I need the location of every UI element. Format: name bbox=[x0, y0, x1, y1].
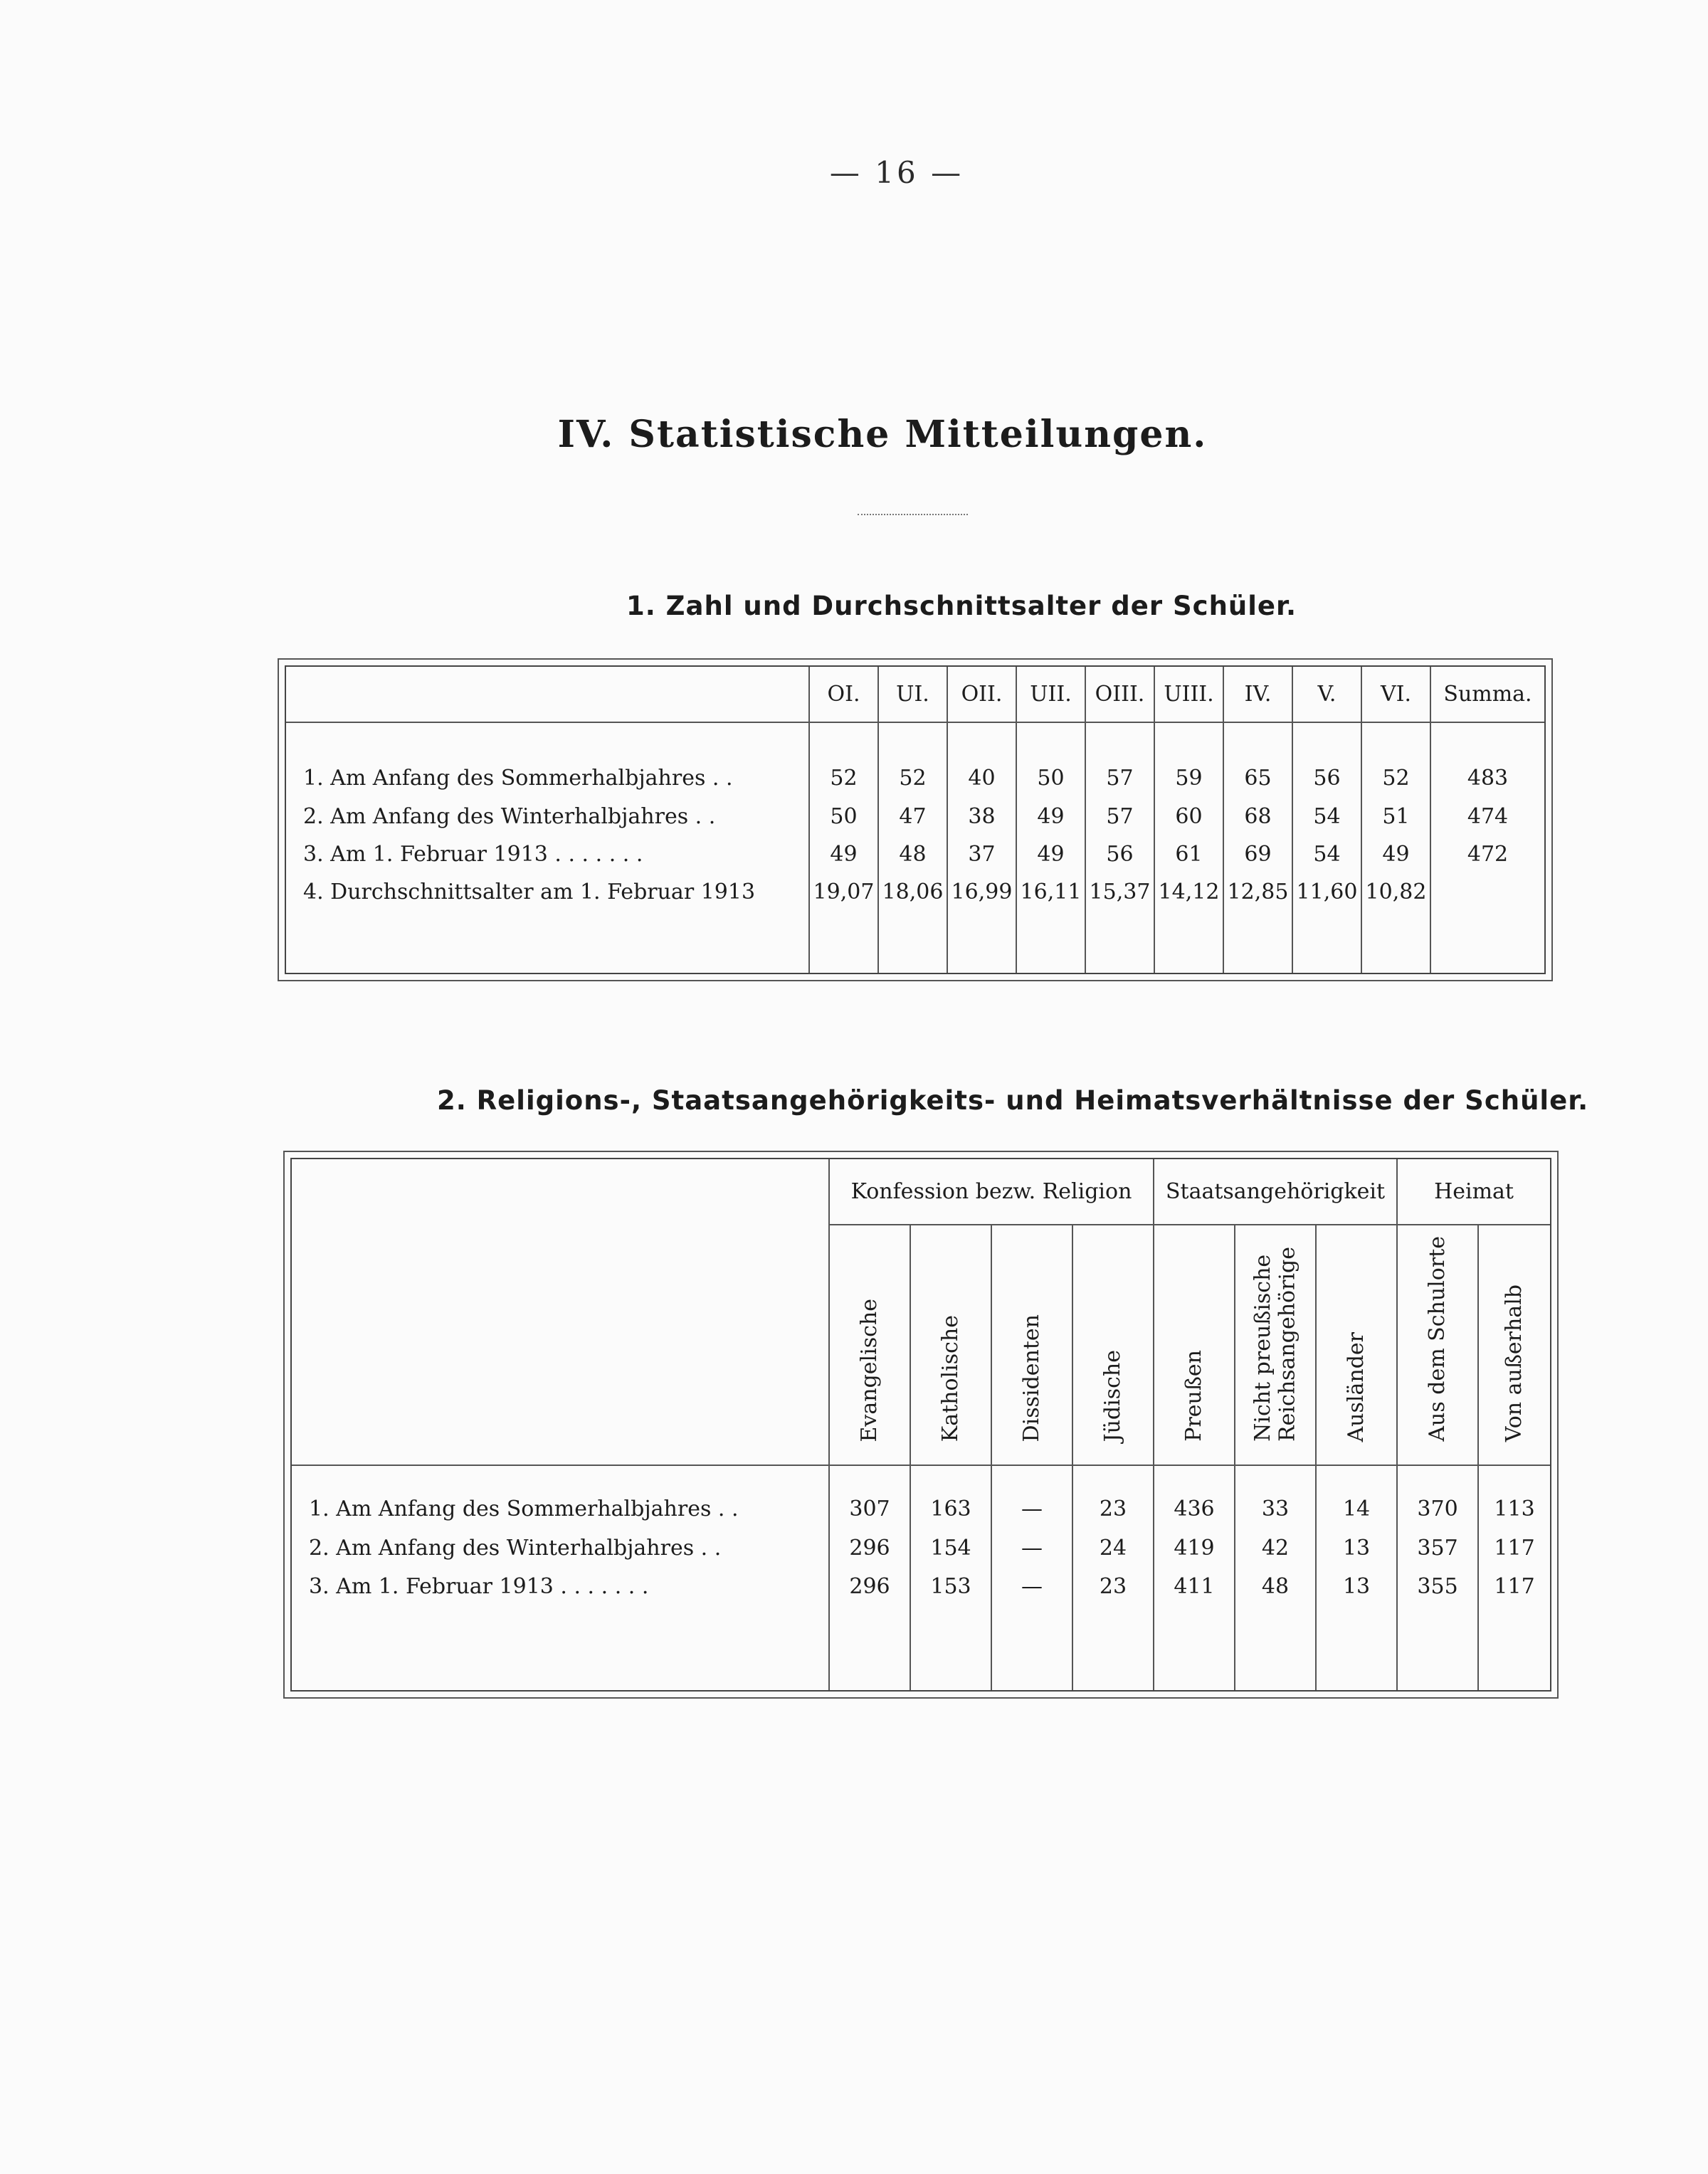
row-label: 2. Am Anfang des Winterhalbjahres . . bbox=[303, 804, 716, 829]
table-row bbox=[292, 1567, 1550, 1605]
cell: 474 bbox=[1430, 798, 1544, 835]
cell: 54 bbox=[1292, 798, 1361, 835]
cell: 153 bbox=[910, 1567, 991, 1605]
cell: 472 bbox=[1430, 835, 1544, 873]
cell: 14,12 bbox=[1154, 873, 1223, 911]
cell: 357 bbox=[1397, 1529, 1478, 1567]
column-header: OII. bbox=[947, 667, 1016, 722]
cell: 49 bbox=[1016, 835, 1085, 873]
cell: 49 bbox=[809, 835, 878, 873]
cell: 59 bbox=[1154, 758, 1223, 798]
column-header bbox=[1478, 1225, 1550, 1465]
cell: 113 bbox=[1478, 1489, 1550, 1529]
cell: 42 bbox=[1235, 1529, 1316, 1567]
cell: — bbox=[991, 1567, 1072, 1605]
group-header-citizenship: Staatsangehörigkeit bbox=[1154, 1159, 1397, 1225]
cell: 23 bbox=[1072, 1567, 1154, 1605]
column-header-text: Von außerhalb bbox=[1501, 1284, 1527, 1442]
table-row bbox=[286, 798, 1544, 835]
cell: 16,99 bbox=[947, 873, 1016, 911]
row-label: 3. Am 1. Februar 1913 . . . . . . . bbox=[303, 842, 643, 867]
cell: 51 bbox=[1361, 798, 1430, 835]
column-header bbox=[1154, 1225, 1235, 1465]
cell: 16,11 bbox=[1016, 873, 1085, 911]
cell: 483 bbox=[1430, 758, 1544, 798]
column-header bbox=[1316, 1225, 1397, 1465]
column-header bbox=[910, 1225, 991, 1465]
cell: 14 bbox=[1316, 1489, 1397, 1529]
table-1-title: 1. Zahl und Durchschnittsalter der Schüler. bbox=[626, 591, 1297, 621]
cell: 411 bbox=[1154, 1567, 1235, 1605]
age-statistics-grid bbox=[286, 667, 1544, 973]
section-heading: IV. Statistische Mitteilungen. bbox=[557, 413, 1208, 456]
cell: 117 bbox=[1478, 1529, 1550, 1567]
column-header bbox=[829, 1225, 910, 1465]
cell: 11,60 bbox=[1292, 873, 1361, 911]
cell: 50 bbox=[809, 798, 878, 835]
column-header: UII. bbox=[1016, 667, 1085, 722]
column-header-text: Aus dem Schulorte bbox=[1424, 1236, 1450, 1442]
cell: 57 bbox=[1085, 758, 1154, 798]
cell: 54 bbox=[1292, 835, 1361, 873]
column-header: IV. bbox=[1223, 667, 1292, 722]
cell: 50 bbox=[1016, 758, 1085, 798]
cell: 68 bbox=[1223, 798, 1292, 835]
cell: 61 bbox=[1154, 835, 1223, 873]
religion-citizenship-grid bbox=[292, 1159, 1550, 1690]
cell: 52 bbox=[1361, 758, 1430, 798]
cell: 370 bbox=[1397, 1489, 1478, 1529]
cell: 57 bbox=[1085, 798, 1154, 835]
page-number: — 16 — bbox=[829, 155, 964, 190]
column-header: V. bbox=[1292, 667, 1361, 722]
column-header: VI. bbox=[1361, 667, 1430, 722]
table-1-corner bbox=[286, 667, 809, 722]
table-row bbox=[286, 873, 1544, 911]
cell: 436 bbox=[1154, 1489, 1235, 1529]
column-header bbox=[991, 1225, 1072, 1465]
cell: 296 bbox=[829, 1529, 910, 1567]
cell: 37 bbox=[947, 835, 1016, 873]
column-header-text: Dissidenten bbox=[1018, 1314, 1044, 1442]
cell: 24 bbox=[1072, 1529, 1154, 1567]
cell: 52 bbox=[809, 758, 878, 798]
column-header: OI. bbox=[809, 667, 878, 722]
column-header-text: Jüdische bbox=[1100, 1349, 1125, 1442]
column-header: Summa. bbox=[1430, 667, 1544, 722]
cell: 12,85 bbox=[1223, 873, 1292, 911]
cell bbox=[1430, 873, 1544, 911]
column-header bbox=[1397, 1225, 1478, 1465]
cell: 33 bbox=[1235, 1489, 1316, 1529]
cell: 38 bbox=[947, 798, 1016, 835]
table-row bbox=[292, 1529, 1550, 1567]
table-row bbox=[292, 1489, 1550, 1529]
table-2-corner bbox=[292, 1159, 829, 1465]
column-header-text: Katholische bbox=[937, 1314, 963, 1442]
cell: 48 bbox=[1235, 1567, 1316, 1605]
cell: 60 bbox=[1154, 798, 1223, 835]
age-statistics-table bbox=[278, 658, 1553, 981]
column-header: UI. bbox=[878, 667, 947, 722]
column-header bbox=[1235, 1225, 1316, 1465]
cell: 15,37 bbox=[1085, 873, 1154, 911]
cell: 419 bbox=[1154, 1529, 1235, 1567]
column-header-line: Reichsangehörige bbox=[1275, 1247, 1300, 1442]
row-label: 1. Am Anfang des Sommerhalbjahres . . bbox=[309, 1497, 739, 1521]
column-header bbox=[1072, 1225, 1154, 1465]
cell: 52 bbox=[878, 758, 947, 798]
cell: 117 bbox=[1478, 1567, 1550, 1605]
cell: 307 bbox=[829, 1489, 910, 1529]
cell: 69 bbox=[1223, 835, 1292, 873]
row-label: 4. Durchschnittsalter am 1. Februar 1913 bbox=[303, 880, 756, 904]
cell: 56 bbox=[1085, 835, 1154, 873]
cell: 40 bbox=[947, 758, 1016, 798]
cell: — bbox=[991, 1489, 1072, 1529]
row-label: 1. Am Anfang des Sommerhalbjahres . . bbox=[303, 765, 733, 791]
column-header-text: Evangelische bbox=[856, 1298, 882, 1442]
religion-citizenship-table bbox=[283, 1151, 1559, 1699]
table-row bbox=[286, 835, 1544, 873]
column-header-text: Ausländer bbox=[1343, 1331, 1369, 1442]
row-label: 2. Am Anfang des Winterhalbjahres . . bbox=[309, 1535, 722, 1561]
table-2-title: 2. Religions-, Staatsangehörigkeits- und Heimatsverhältnisse der Schüler. bbox=[437, 1085, 1589, 1116]
cell: 19,07 bbox=[809, 873, 878, 911]
cell: 49 bbox=[1361, 835, 1430, 873]
column-header: UIII. bbox=[1154, 667, 1223, 722]
cell: 18,06 bbox=[878, 873, 947, 911]
cell: 355 bbox=[1397, 1567, 1478, 1605]
cell: — bbox=[991, 1529, 1072, 1567]
column-header-text: Preußen bbox=[1181, 1350, 1206, 1442]
group-header-home: Heimat bbox=[1397, 1159, 1550, 1225]
column-header: OIII. bbox=[1085, 667, 1154, 722]
table-row bbox=[286, 758, 1544, 798]
cell: 23 bbox=[1072, 1489, 1154, 1529]
cell: 49 bbox=[1016, 798, 1085, 835]
column-header-line: Nicht preußische bbox=[1250, 1254, 1275, 1442]
cell: 13 bbox=[1316, 1567, 1397, 1605]
cell: 154 bbox=[910, 1529, 991, 1567]
cell: 48 bbox=[878, 835, 947, 873]
group-header-religion: Konfession bezw. Religion bbox=[829, 1159, 1154, 1225]
cell: 56 bbox=[1292, 758, 1361, 798]
cell: 47 bbox=[878, 798, 947, 835]
cell: 163 bbox=[910, 1489, 991, 1529]
row-label: 3. Am 1. Februar 1913 . . . . . . . bbox=[309, 1573, 649, 1599]
cell: 296 bbox=[829, 1567, 910, 1605]
cell: 10,82 bbox=[1361, 873, 1430, 911]
cell: 65 bbox=[1223, 758, 1292, 798]
column-header-text bbox=[1251, 1247, 1300, 1442]
heading-divider bbox=[858, 514, 968, 515]
cell: 13 bbox=[1316, 1529, 1397, 1567]
